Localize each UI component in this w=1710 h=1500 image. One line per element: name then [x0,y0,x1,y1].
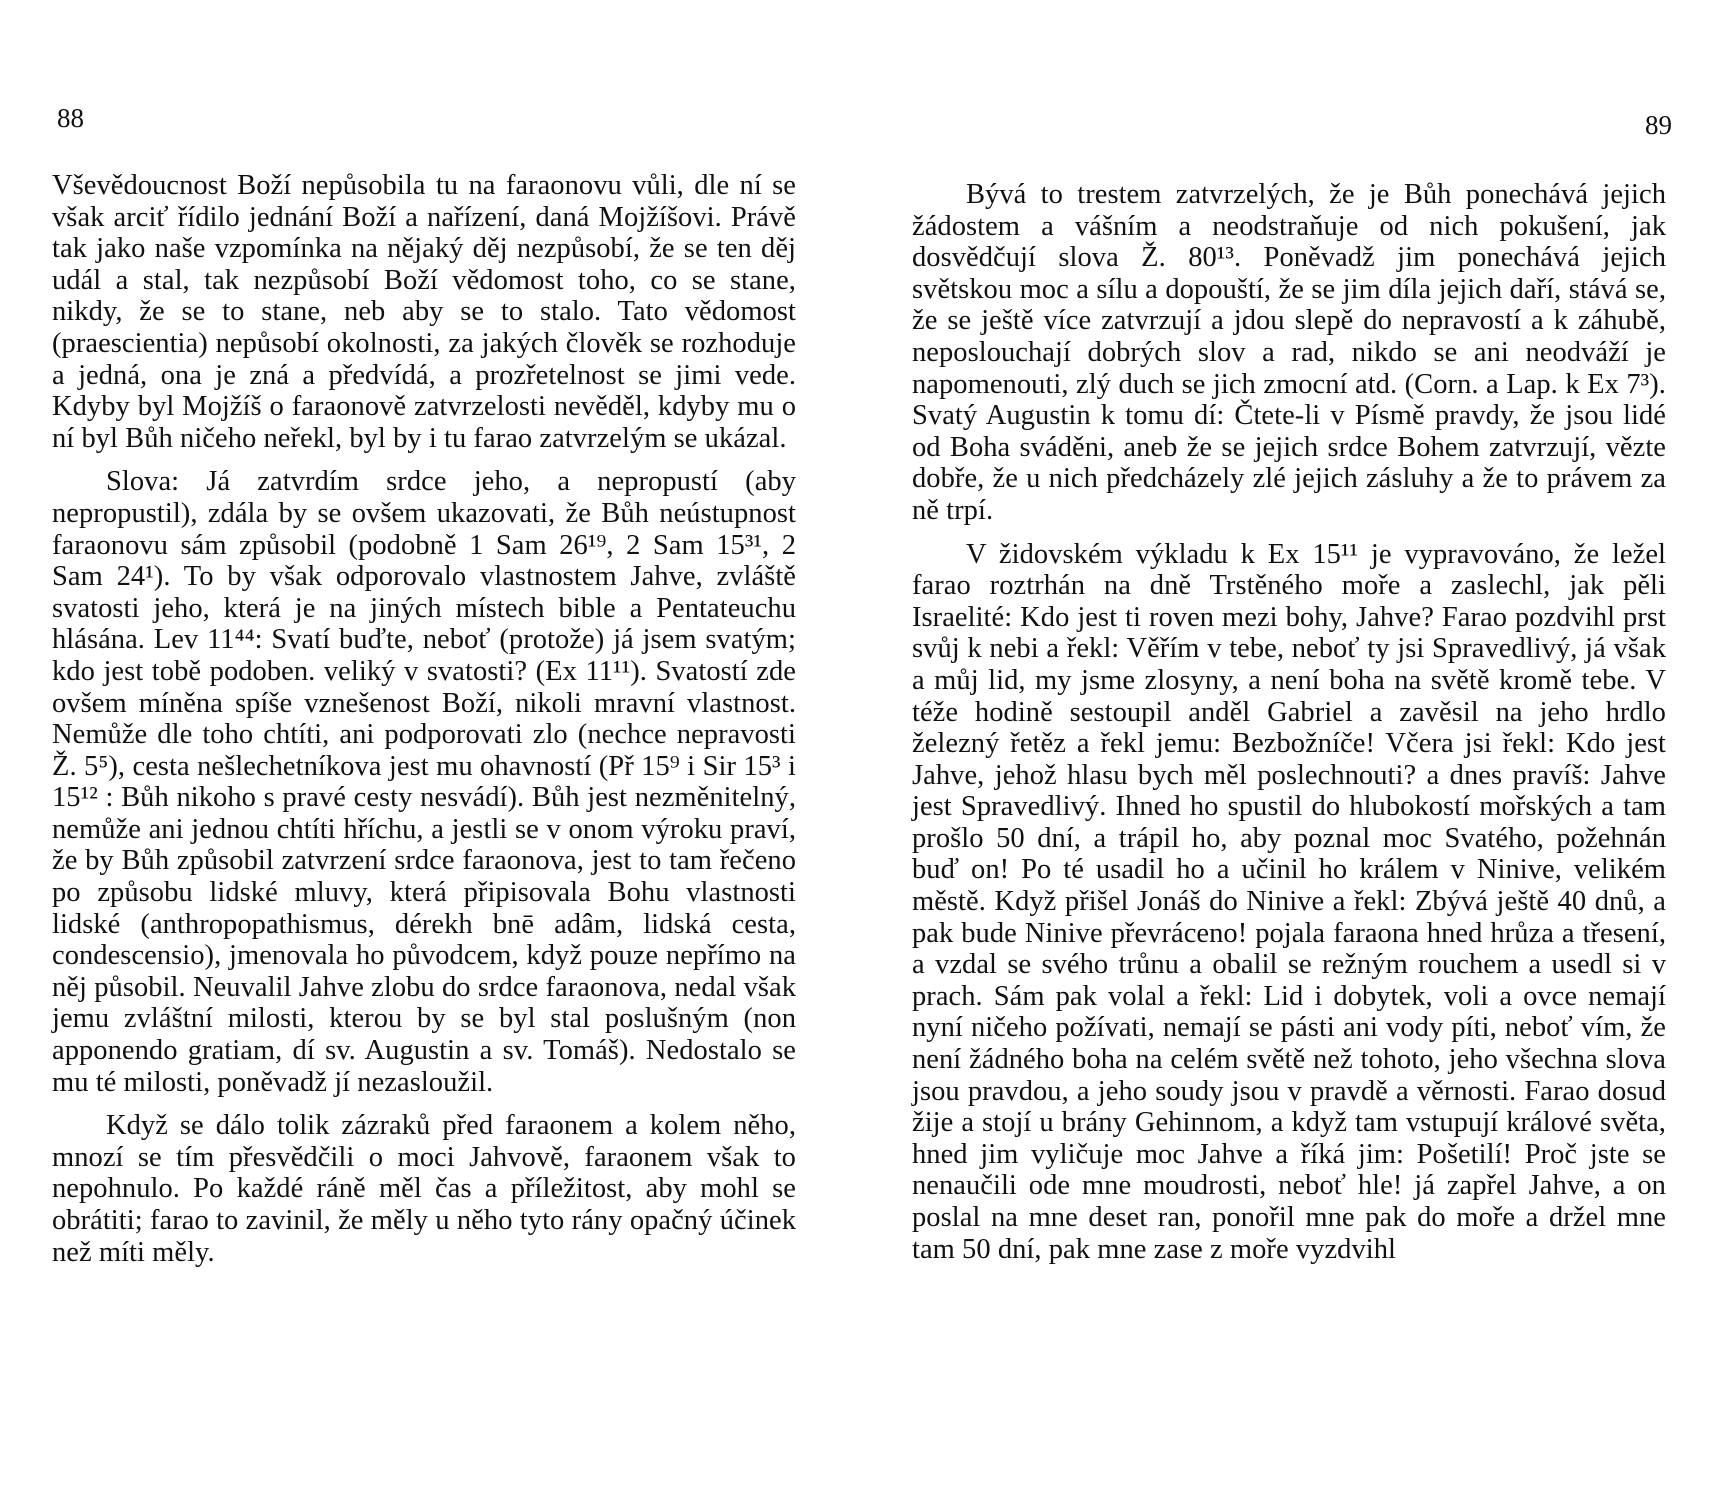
paragraph: Když se dálo tolik zázraků před faraonem a kolem něho, mnozí se tím přesvědčili o moci Jahvově, faraonem však to nepohnulo. Po každé ráně měl čas a příležitost, aby mohl se obrátiti; farao to zavinil, že měly u něho tyto rány opačný účinek než míti měly. [52,1110,796,1268]
paragraph: Bývá to trestem zatvrzelých, že je Bůh ponechává jejich žádostem a vášním a neodstraňuje od nich pokušení, jak dosvědčují slova Ž. 80¹³. Poněvadž jim ponechává jejich světskou moc a sílu a dopouští, že se jim díla jejich daří, stává se, že se ještě více zatvrzují a jdou slepě do nepravostí a k záhubě, neposlouchají dobrých slov a rad, nikdo se ani neodváží je napomenouti, zlý duch se jich zmocní atd. (Corn. a Lap. k Ex 7³). Svatý Augustin k tomu dí: Čtete-li v Písmě pravdy, že jsou lidé od Boha sváděni, aneb že se jejich srdce Bohem zatvrzují, vězte dobře, že u nich předcházely zlé jejich zásluhy a že to právem za ně trpí. [912,179,1666,526]
page-number-right: 89 [1645,110,1672,140]
right-page-text [912,179,1666,1277]
paragraph: V židovském výkladu k Ex 15¹¹ je vypravováno, že ležel farao roztrhán na dně Trstěného moře a zaslechl, jak pěli Israelité: Kdo jest ti roven mezi bohy, Jahve? Farao pozdvihl prst svůj k nebi a řekl: Věřím v tebe, neboť ty jsi Spravedlivý, já však a můj lid, my jsme zlosyny, a není boha na světě kromě tebe. V téže hodině sestoupil anděl Gabriel a zavěsil na jeho hrdlo železný řetěz a řekl jemu: Bezbožníče! Včera jsi řekl: Kdo jest Jahve, jehož hlasu bych měl poslechnouti? a dnes pravíš: Jahve jest Spravedlivý. Ihned ho spustil do hlubokostí mořských a tam prošlo 50 dní, a trápil ho, aby poznal moc Svatého, požehnán buď on! Po té usadil ho a učinil ho králem v Ninive, velikém městě. Když přišel Jonáš do Ninive a řekl: Zbývá ještě 40 dnů, a pak bude Ninive převráceno! pojala faraona hned hrůza a třesení, a vzdal se svého trůnu a obalil se režným rouchem a usedl si v prach. Sám pak volal a řekl: Lid i dobytek, voli a ovce nemají nyní ničeho požívati, nemají se pásti ani vody píti, neboť vím, že není žádného boha na celém světě než tohoto, jeho všechna slova jsou pravdou, a jeho soudy jsou v pravdě a věrnosti. Farao dosud žije a stojí u brány Gehinnom, a když tam vstupují králové světa, hned jim vyličuje moc Jahve a říká jim: Pošetilí! Proč jste se nenaučili ode mne moudrosti, neboť hle! já zapřel Jahve, a on poslal na mne deset ran, ponořil mne pak do moře a držel mne tam 50 dní, pak mne zase z moře vyzdvihl [912,538,1666,1265]
left-page-text [52,170,796,1280]
right-page [855,0,1710,1500]
paragraph: Vševědoucnost Boží nepůsobila tu na faraonovu vůli, dle ní se však arciť řídilo jednání Boží a nařízení, daná Mojžíšovi. Právě tak jako naše vzpomínka na nějaký děj nezpůsobí, že se ten děj udál a stal, tak nezpůsobí Boží vědomost toho, co se stane, nikdy, že se to stane, neb aby se to stalo. Tato vědomost (praescientia) nepůsobí okolnosti, za jakých člověk se rozhoduje a jedná, ona je zná a předvídá, a prozřetelnost se jimi vede. Kdyby byl Mojžíš o faraonově zatvrzelosti nevěděl, kdyby mu o ní byl Bůh ničeho neřekl, byl by i tu farao zatvrzelým se ukázal. [52,170,796,454]
page-number-left: 88 [57,103,84,133]
paragraph: Slova: Já zatvrdím srdce jeho, a nepropustí (aby nepropustil), zdála by se ovšem ukazovati, že Bůh neústupnost faraonovu sám způsobil (podobně 1 Sam 26¹⁹, 2 Sam 15³¹, 2 Sam 24¹). To by však odporovalo vlastnostem Jahve, zvláště svatosti jeho, která je na jiných místech bible a Pentateuchu hlásána. Lev 11⁴⁴: Svatí buďte, neboť (protože) já jsem svatým; kdo jest tobě podoben. veliký v svatosti? (Ex 11¹¹). Svatostí zde ovšem míněna spíše vznešenost Boží, nikoli mravní vlastnost. Nemůže dle toho chtíti, ani podporovati zlo (nechce nepravosti Ž. 5⁵), cesta nešlechetníkova jest mu ohavností (Př 15⁹ i Sir 15³ i 15¹² : Bůh nikoho s pravé cesty nesvádí). Bůh jest nezměnitelný, nemůže ani jednou chtíti hříchu, a jestli se v onom výroku praví, že by Bůh způsobil zatvrzení srdce faraonova, jest to tam řečeno po způsobu lidské mluvy, která připisovala Bohu vlastnosti lidské (anthropopathismus, dérekh bnē adâm, lidská cesta, condescensio), jmenovala ho původcem, když pouze nepřímo na něj působil. Neuvalil Jahve zlobu do srdce faraonova, nedal však jemu zvláštní milosti, kterou by se byl stal poslušným (non apponendo gratiam, dí sv. Augustin a sv. Tomáš). Nedostalo se mu té milosti, poněvadž jí nezasloužil. [52,466,796,1098]
